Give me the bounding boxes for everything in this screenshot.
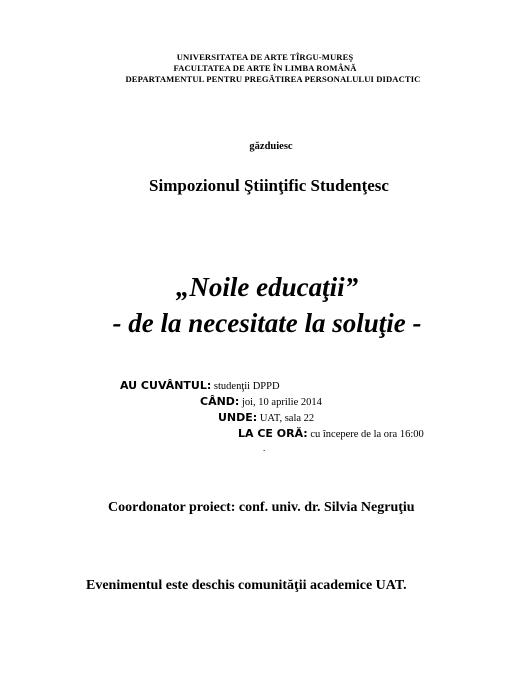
detail-label: CÂND: [200,395,240,408]
detail-row-date [200,394,322,410]
university-name: UNIVERSITATEA DE ARTE TÎRGU-MUREŞ [176,52,354,62]
detail-row-speakers [120,378,280,394]
title-line-1: „Noile educaţii” [175,272,359,302]
detail-value: UAT, sala 22 [257,413,315,424]
event-name: Simpozionul Ştiinţific Studenţesc [149,176,389,195]
detail-row-location [218,410,314,426]
detail-row-time [238,426,424,442]
detail-value: cu începere de la ora 16:00 [307,429,424,440]
closing-note: Evenimentul este deschis comunităţii academice UAT. [86,578,407,593]
separator-dot: . [263,443,266,453]
detail-value: studenţii DPPD [211,381,280,392]
project-coordinator: Coordonator proiect: conf. univ. dr. Silvia Negruţiu [108,500,415,515]
faculty-name: FACULTATEA DE ARTE ÎN LIMBA ROMÂNĂ [173,63,357,73]
detail-label: LA CE ORĂ: [238,427,308,440]
department-name: DEPARTAMENTUL PENTRU PREGĂTIREA PERSONALULUI DIDACTIC [125,74,421,84]
title-line-2: - de la necesitate la soluţie - [112,308,422,338]
detail-label: AU CUVÂNTUL: [120,379,212,392]
detail-value: joi, 10 aprilie 2014 [239,397,322,408]
host-verb: găzduiesc [249,141,293,152]
detail-label: UNDE: [218,411,258,424]
